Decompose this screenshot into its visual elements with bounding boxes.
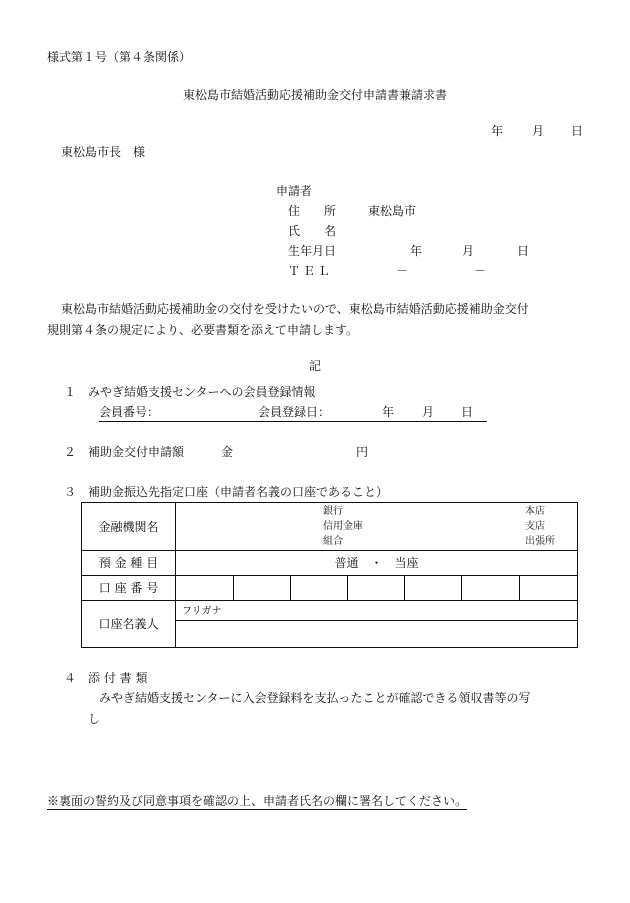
account-digit-2[interactable] (234, 576, 291, 601)
deposit-type-options[interactable]: 普通 ・ 当座 (176, 551, 578, 576)
bank-type-1: 銀行 (323, 506, 343, 517)
ki-heading: 記 (309, 359, 322, 373)
applicant-heading: 申請者 (276, 184, 313, 198)
tel-dash-2: － (474, 264, 487, 278)
account-digit-1[interactable] (176, 576, 234, 601)
birth-day: 日 (517, 244, 530, 258)
furigana-label: フリガナ (182, 606, 222, 617)
furigana-field[interactable] (176, 601, 578, 621)
account-holder-field[interactable] (176, 621, 578, 648)
reg-day: 日 (461, 405, 474, 419)
form-title: 東松島市結婚活動応援補助金交付申請書兼請求書 (182, 88, 447, 102)
deposit-type-label: 預 金 種 目 (82, 551, 176, 576)
section2-number: ２ (64, 445, 77, 459)
name-label: 氏 名 (288, 224, 337, 238)
account-number-label: 口 座 番 号 (82, 576, 176, 601)
reg-year: 年 (382, 405, 395, 419)
section1-title: みやぎ結婚支援センターへの会員登録情報 (88, 385, 316, 399)
bank-name-label: 金融機関名 (82, 503, 176, 551)
birth-label: 生年月日 (288, 244, 337, 258)
address-label: 住 所 (288, 204, 337, 218)
addressee: 東松島市長 様 (61, 145, 146, 159)
section4-number: ４ (64, 671, 77, 685)
account-digit-7[interactable] (520, 576, 578, 601)
footer-note: ※裏面の誓約及び同意事項を確認の上、申請者氏名の欄に署名してください。 (47, 794, 468, 808)
account-digit-3[interactable] (291, 576, 348, 601)
birth-year: 年 (410, 244, 423, 258)
date-month: 月 (532, 124, 545, 138)
section2-yen: 円 (356, 445, 369, 459)
body-text-line-2: 規則第４条の規定により、必要書類を添えて申請します。 (47, 323, 359, 337)
address-value: 東松島市 (368, 204, 417, 218)
section3-title: 補助金振込先指定口座（申請者名義の口座であること） (88, 485, 389, 499)
section4-line-2: し (88, 712, 101, 726)
bank-type-3: 組合 (323, 536, 343, 547)
section1-number: １ (64, 385, 77, 399)
tel-dash-1: － (396, 264, 409, 278)
form-number: 様式第１号（第４条関係） (47, 50, 192, 64)
reg-date-label: 会員登録日： (258, 405, 331, 419)
date-day: 日 (571, 124, 584, 138)
account-digit-6[interactable] (462, 576, 520, 601)
section4-title: 添 付 書 類 (88, 671, 148, 685)
tel-label: ＴＥＬ (288, 264, 334, 278)
body-text-line-1: 東松島市結婚活動応援補助金の交付を受けたいので、東松島市結婚活動応援補助金交付 (61, 302, 529, 316)
section4-line-1: みやぎ結婚支援センターに入会登録料を支払ったことが確認できる領収書等の写 (99, 691, 531, 705)
account-digit-4[interactable] (348, 576, 405, 601)
branch-type-2: 支店 (525, 521, 545, 532)
account-digit-5[interactable] (405, 576, 462, 601)
reg-month: 月 (422, 405, 435, 419)
bank-account-table (81, 502, 578, 648)
bank-name-field[interactable] (176, 503, 578, 551)
branch-type-3: 出張所 (525, 536, 555, 547)
branch-type-1: 本店 (525, 506, 545, 517)
bank-type-2: 信用金庫 (323, 521, 363, 532)
account-holder-label: 口座名義人 (82, 601, 176, 648)
section2-kin: 金 (221, 445, 234, 459)
date-year: 年 (491, 124, 504, 138)
member-no-label: 会員番号： (99, 405, 160, 419)
section2-title: 補助金交付申請額 (88, 445, 185, 459)
birth-month: 月 (462, 244, 475, 258)
section3-number: ３ (64, 485, 77, 499)
